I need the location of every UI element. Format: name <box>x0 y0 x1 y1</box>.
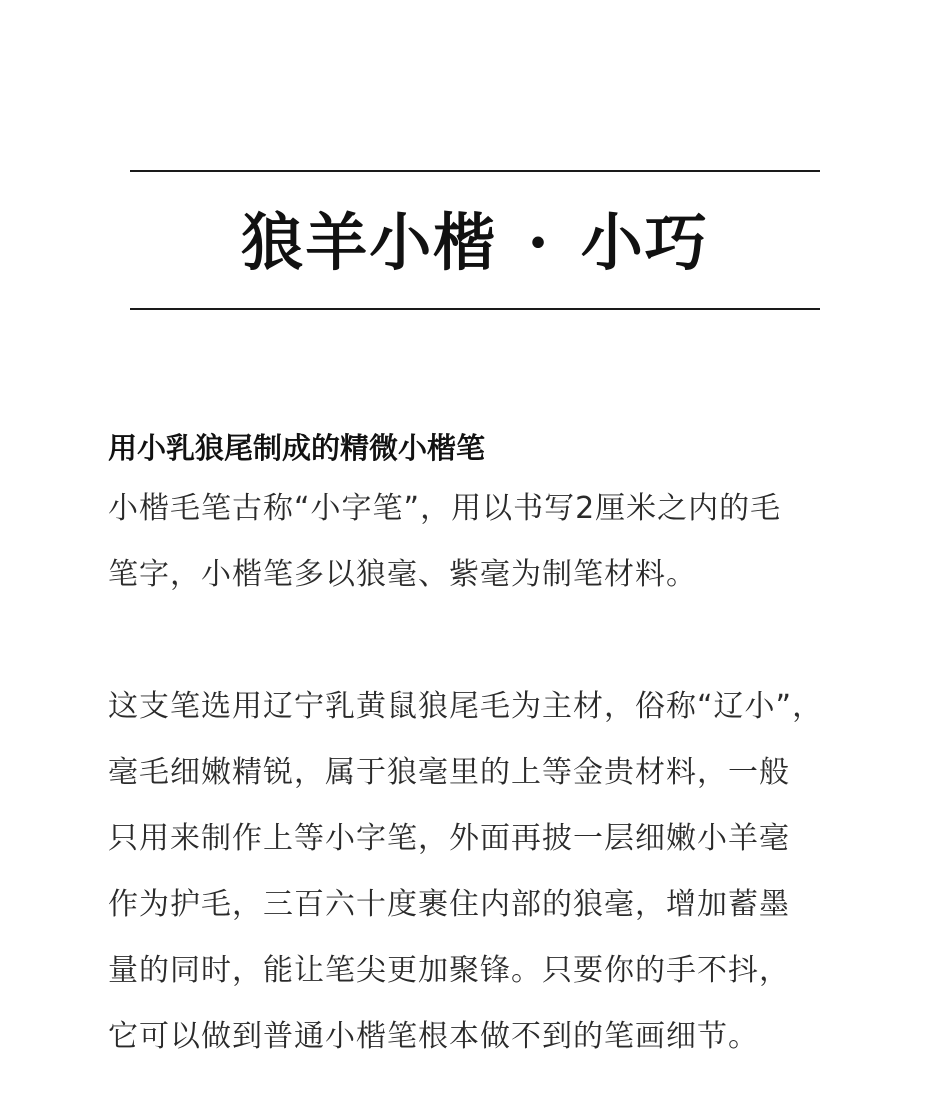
title-top-rule <box>130 170 820 172</box>
title-sub: 小巧 <box>580 206 709 279</box>
section-heading: 用小乳狼尾制成的精微小楷笔 <box>108 431 486 465</box>
paragraph-line: 小楷毛笔古称“小字笔”，用以书写2厘米之内的毛 <box>108 491 782 526</box>
paragraph-spacer <box>108 608 884 674</box>
paragraph-line: 只用来制作上等小字笔，外面再披一层细嫩小羊毫 <box>108 821 790 856</box>
paragraph-line: 毫毛细嫩精锐，属于狼毫里的上等金贵材料，一般 <box>108 755 790 790</box>
paragraph-line: 作为护毛，三百六十度裹住内部的狼毫，增加蓄墨 <box>108 887 790 922</box>
paragraph-intro <box>108 476 884 608</box>
title-bottom-rule <box>130 308 820 310</box>
title-separator: · <box>527 206 551 279</box>
title-main: 狼羊小楷 <box>241 206 498 279</box>
page-title <box>130 198 820 288</box>
paragraph-detail <box>108 674 884 1070</box>
paragraph-line: 这支笔选用辽宁乳黄鼠狼尾毛为主材，俗称“辽小”， <box>108 689 824 724</box>
article-body <box>108 420 884 1070</box>
paragraph-line: 量的同时，能让笔尖更加聚锋。只要你的手不抖， <box>108 953 790 988</box>
paragraph-line: 笔字，小楷笔多以狼毫、紫毫为制笔材料。 <box>108 557 697 592</box>
paragraph-line: 它可以做到普通小楷笔根本做不到的笔画细节。 <box>108 1019 759 1054</box>
